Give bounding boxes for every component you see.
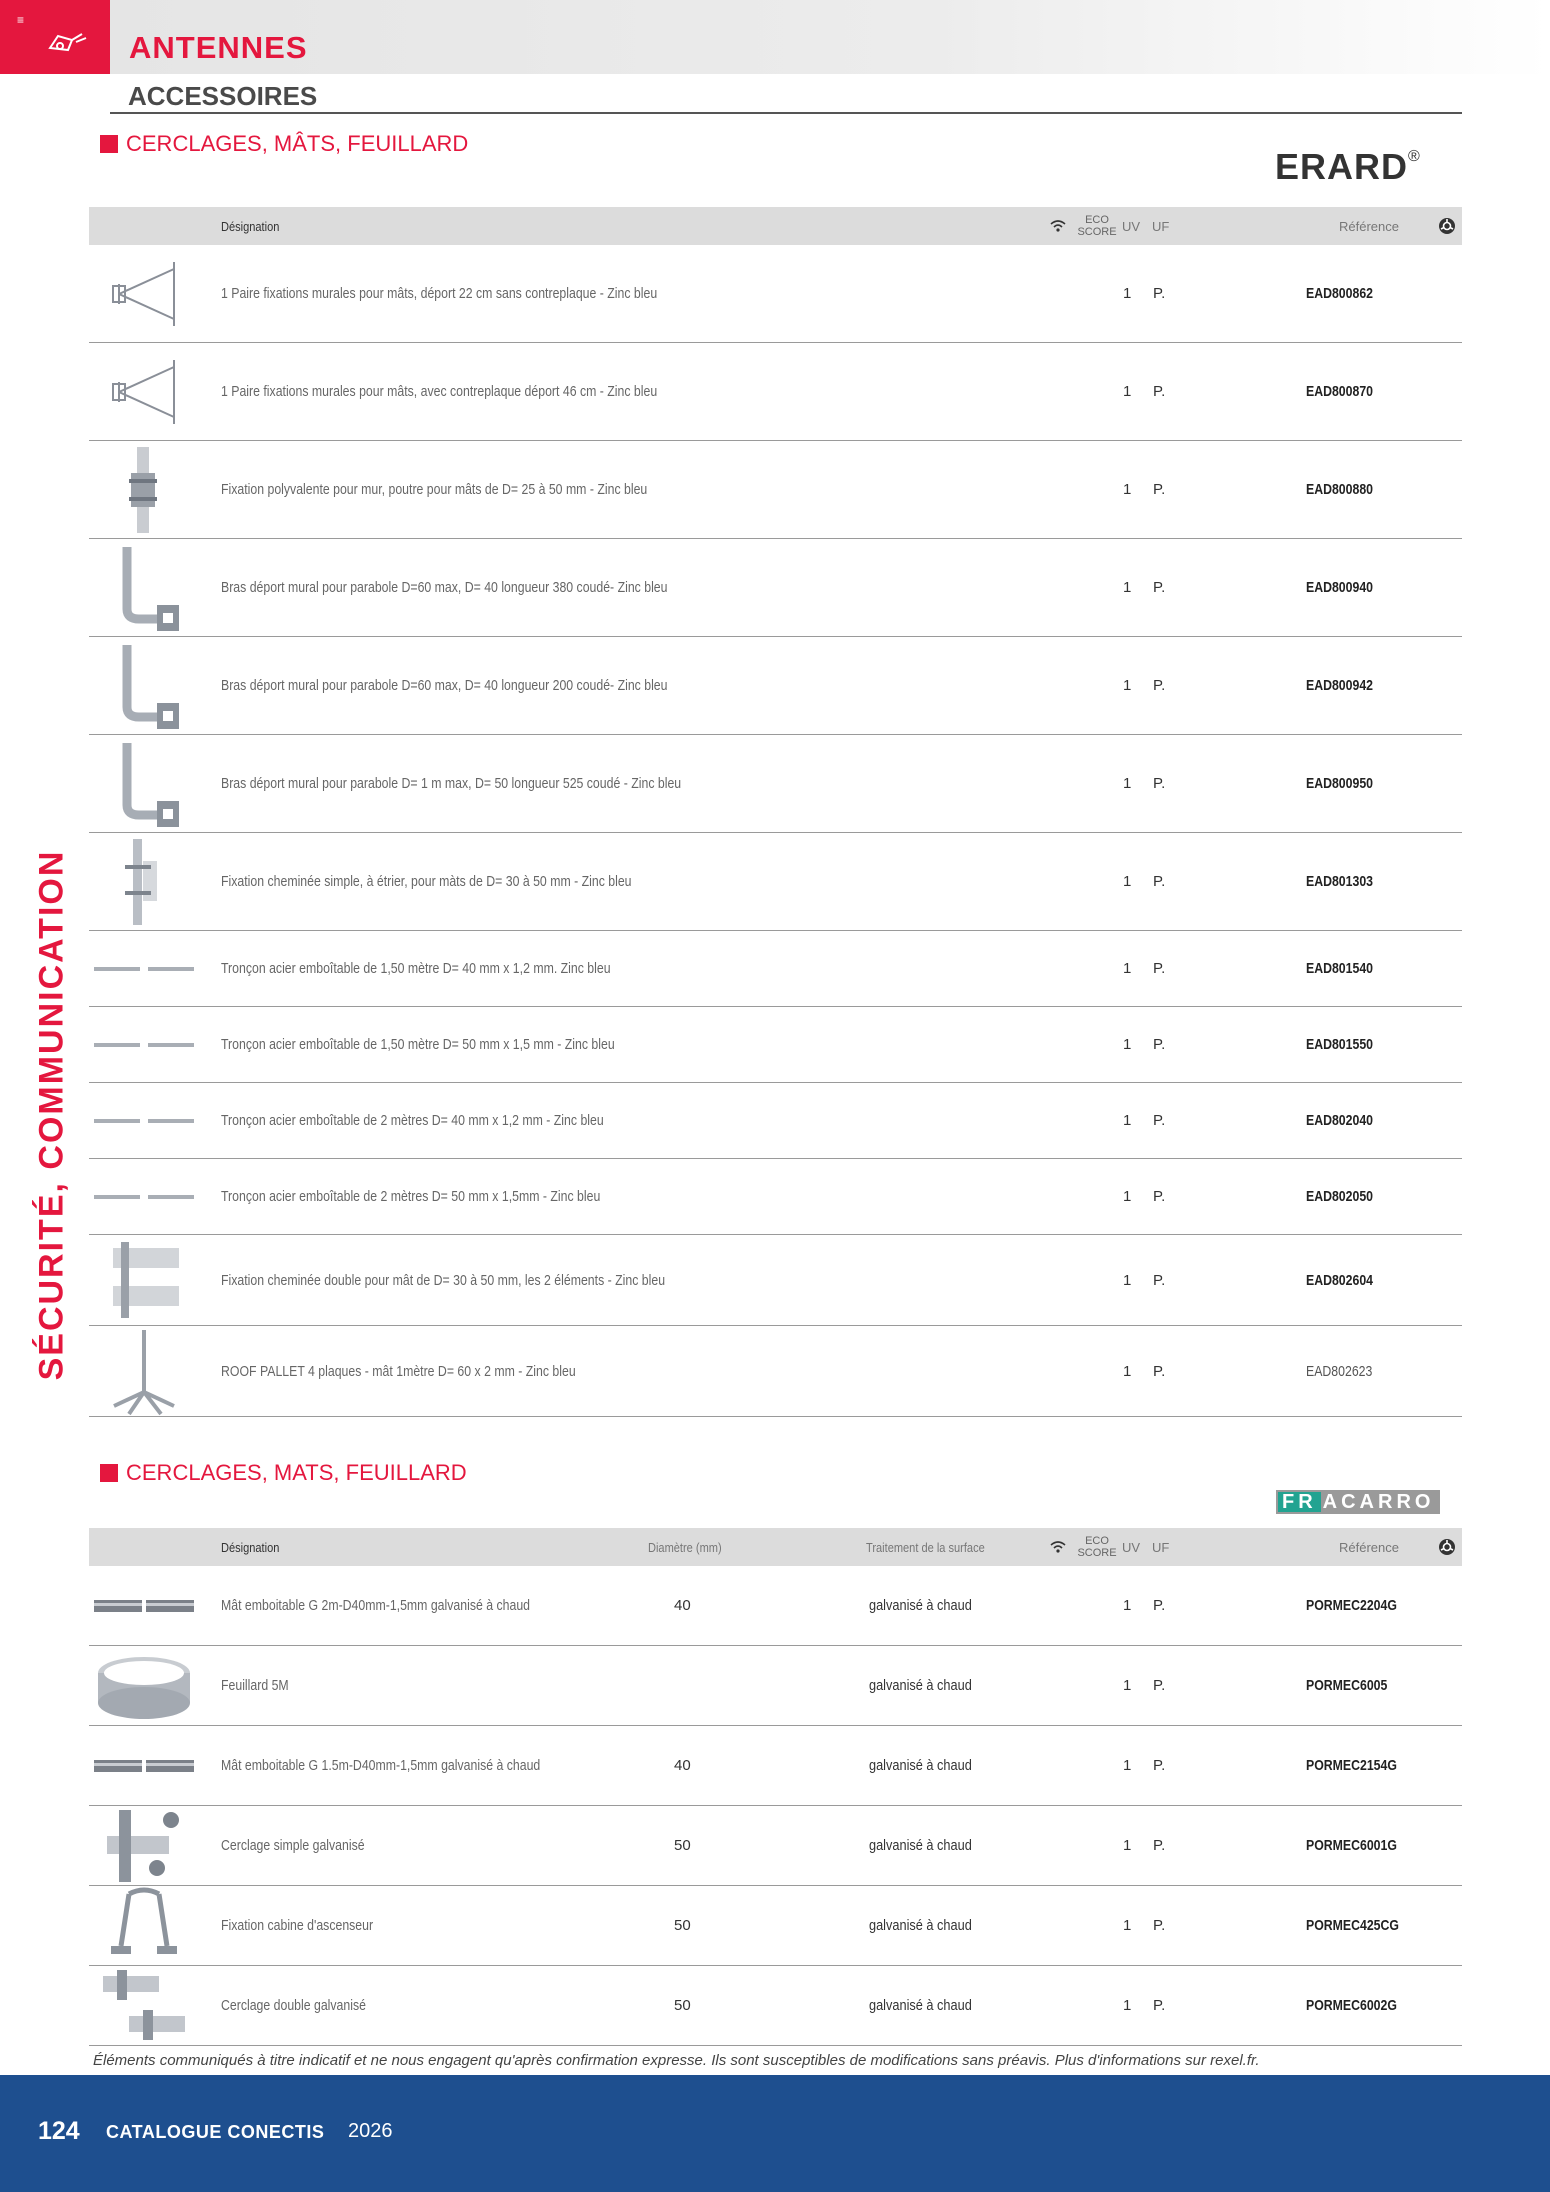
chimney-mount-icon (89, 833, 199, 930)
side-category-label: SÉCURITÉ, COMMUNICATION (32, 849, 71, 1381)
col-uf: UF (1152, 1539, 1170, 1555)
page-footer (0, 2075, 1550, 2192)
wifi-icon (1050, 1528, 1066, 1566)
table-row (89, 1566, 1462, 1646)
table-row (89, 343, 1462, 441)
product-reference[interactable]: EAD801550 (1306, 1036, 1374, 1053)
product-reference[interactable]: PORMEC6002G (1306, 1997, 1397, 2014)
table-row (89, 1083, 1462, 1159)
product-reference[interactable]: PORMEC425CG (1306, 1917, 1399, 1934)
product-uv: 1 (1123, 960, 1132, 977)
product-uv: 1 (1123, 1188, 1132, 1205)
col-uf: UF (1152, 218, 1170, 234)
product-uf: P. (1153, 579, 1166, 596)
table-row (89, 1646, 1462, 1726)
product-reference[interactable]: EAD800940 (1306, 579, 1374, 596)
recycle-icon (1438, 1528, 1456, 1566)
col-diametre: Diamètre (mm) (648, 1539, 722, 1555)
product-diametre: 50 (674, 1917, 691, 1934)
col-eco-score: ECO SCORE (1077, 1535, 1117, 1559)
table-row (89, 1886, 1462, 1966)
product-traitement: galvanisé à chaud (869, 1597, 972, 1614)
product-uf: P. (1153, 1188, 1166, 1205)
table-row (89, 1726, 1462, 1806)
product-uf: P. (1153, 383, 1166, 400)
product-reference[interactable]: EAD800870 (1306, 383, 1374, 400)
product-uf: P. (1153, 1271, 1166, 1289)
block2-heading (100, 1460, 467, 1486)
product-uf: P. (1153, 1997, 1166, 2014)
product-reference[interactable]: EAD802050 (1306, 1188, 1374, 1205)
product-uv: 1 (1123, 579, 1132, 596)
product-designation: Cerclage simple galvanisé (221, 1837, 365, 1854)
product-uf: P. (1153, 960, 1166, 977)
product-designation: 1 Paire fixations murales pour mâts, déport 22 cm sans contreplaque - Zinc bleu (221, 285, 658, 302)
roof-pallet-icon (89, 1326, 199, 1416)
erard-product-table (89, 207, 1462, 1417)
product-designation: Fixation cabine d'ascenseur (221, 1917, 374, 1934)
table-body (89, 1566, 1462, 2046)
tube-section-icon (89, 931, 199, 1006)
table-header (89, 1528, 1462, 1566)
product-reference[interactable]: PORMEC2154G (1306, 1757, 1397, 1774)
product-uf: P. (1153, 1837, 1166, 1854)
product-uf: P. (1153, 677, 1166, 694)
product-traitement: galvanisé à chaud (869, 1837, 972, 1854)
product-uv: 1 (1123, 1917, 1132, 1934)
disclaimer-text: Éléments communiqués à titre indicatif et ne nous engagent qu'après confirmation expresse. Ils sont susceptibles de modifications sans préavis. Plus d'informations sur rexel.fr. (93, 2052, 1260, 2069)
product-uv: 1 (1123, 1036, 1132, 1053)
galvanized-mast-icon (89, 1566, 199, 1645)
product-reference[interactable]: EAD802623 (1306, 1362, 1373, 1380)
double-chimney-mount-icon (89, 1235, 199, 1325)
product-uv: 1 (1123, 677, 1132, 694)
product-uf: P. (1153, 775, 1166, 792)
product-designation: Cerclage double galvanisé (221, 1997, 366, 2014)
product-designation: Bras déport mural pour parabole D=60 max, D= 40 longueur 380 coudé- Zinc bleu (221, 579, 668, 596)
table-header (89, 207, 1462, 245)
menu-icon[interactable]: ≡ (17, 13, 25, 27)
col-uv: UV (1122, 218, 1141, 234)
table-row (89, 1806, 1462, 1886)
table-row (89, 539, 1462, 637)
catalogue-year: 2026 (348, 2120, 393, 2142)
col-eco-score: ECO SCORE (1077, 214, 1117, 238)
product-uf: P. (1153, 1677, 1166, 1694)
product-uf: P. (1153, 1757, 1166, 1774)
product-designation: Bras déport mural pour parabole D=60 max, D= 40 longueur 200 coudé- Zinc bleu (221, 677, 668, 694)
product-reference[interactable]: EAD800880 (1306, 481, 1374, 498)
product-uv: 1 (1123, 383, 1132, 400)
col-uv: UV (1122, 1539, 1141, 1555)
product-traitement: galvanisé à chaud (869, 1997, 972, 2014)
product-uv: 1 (1123, 1997, 1132, 2014)
tube-section-icon (89, 1159, 199, 1234)
catalogue-title: CATALOGUE CONECTIS (106, 2122, 325, 2142)
tube-section-icon (89, 1007, 199, 1082)
recycle-icon (1438, 207, 1456, 245)
col-designation: Désignation (221, 1539, 280, 1555)
heading-square-icon (100, 135, 118, 153)
product-reference[interactable]: EAD802604 (1306, 1271, 1374, 1289)
product-traitement: galvanisé à chaud (869, 1757, 972, 1774)
product-designation: ROOF PALLET 4 plaques - mât 1mètre D= 60 x 2 mm - Zinc bleu (221, 1362, 576, 1380)
product-uv: 1 (1123, 1757, 1132, 1774)
product-designation: Mât emboitable G 1.5m-D40mm-1,5mm galvanisé à chaud (221, 1757, 541, 1774)
offset-arm-icon (89, 539, 199, 636)
tube-section-icon (89, 1083, 199, 1158)
product-uf: P. (1153, 873, 1166, 890)
product-reference[interactable]: PORMEC6005 (1306, 1677, 1388, 1694)
product-reference[interactable]: EAD801303 (1306, 873, 1374, 890)
product-reference[interactable]: EAD802040 (1306, 1112, 1374, 1129)
offset-arm-icon (89, 637, 199, 734)
fracarro-logo: FR ACARRO (1276, 1490, 1440, 1514)
col-reference: Référence (1339, 1539, 1399, 1555)
col-designation: Désignation (221, 218, 280, 234)
pole-clamp-icon (89, 441, 199, 538)
strap-clamp-icon (89, 1806, 199, 1885)
erard-logo: ERARD® (1275, 146, 1421, 187)
page-subtitle: ACCESSOIRES (128, 81, 318, 111)
product-uf: P. (1153, 481, 1166, 498)
product-diametre: 50 (674, 1997, 691, 2014)
product-uv: 1 (1123, 1112, 1132, 1129)
product-uv: 1 (1123, 481, 1132, 498)
product-uv: 1 (1123, 1597, 1132, 1614)
product-designation: Mât emboitable G 2m-D40mm-1,5mm galvanisé à chaud (221, 1597, 530, 1614)
product-uv: 1 (1123, 1677, 1132, 1694)
product-designation: Fixation cheminée double pour mât de D= 30 à 50 mm, les 2 éléments - Zinc bleu (221, 1271, 666, 1289)
antenna-dish-icon (46, 28, 88, 54)
product-designation: Bras déport mural pour parabole D= 1 m max, D= 50 longueur 525 coudé - Zinc bleu (221, 775, 682, 792)
product-uv: 1 (1123, 873, 1132, 890)
product-designation: Tronçon acier emboîtable de 2 mètres D= 50 mm x 1,5mm - Zinc bleu (221, 1188, 601, 1205)
product-reference[interactable]: EAD800950 (1306, 775, 1374, 792)
product-uv: 1 (1123, 1362, 1132, 1380)
table-row (89, 1326, 1462, 1417)
table-row (89, 637, 1462, 735)
product-uf: P. (1153, 1036, 1166, 1053)
block1-heading-text: CERCLAGES, MÂTS, FEUILLARD (126, 131, 469, 156)
product-uv: 1 (1123, 1837, 1132, 1854)
table-row (89, 245, 1462, 343)
product-designation: Tronçon acier emboîtable de 2 mètres D= 40 mm x 1,2 mm - Zinc bleu (221, 1112, 604, 1129)
product-uf: P. (1153, 1362, 1166, 1380)
table-row (89, 441, 1462, 539)
table-row (89, 833, 1462, 931)
wall-bracket-icon (89, 245, 199, 342)
product-designation: Fixation polyvalente pour mur, poutre pour mâts de D= 25 à 50 mm - Zinc bleu (221, 481, 648, 498)
product-diametre: 50 (674, 1837, 691, 1854)
product-diametre: 40 (674, 1597, 691, 1614)
fracarro-product-table (89, 1528, 1462, 2046)
table-row (89, 1235, 1462, 1326)
product-reference[interactable]: EAD801540 (1306, 960, 1374, 977)
product-traitement: galvanisé à chaud (869, 1917, 972, 1934)
product-designation: Tronçon acier emboîtable de 1,50 mètre D= 40 mm x 1,2 mm. Zinc bleu (221, 960, 611, 977)
product-uv: 1 (1123, 1271, 1132, 1289)
steel-strap-roll-icon (89, 1646, 199, 1725)
heading-square-icon (100, 1464, 118, 1482)
product-reference[interactable]: PORMEC6001G (1306, 1837, 1397, 1854)
product-uv: 1 (1123, 775, 1132, 792)
product-uf: P. (1153, 1917, 1166, 1934)
product-designation: Fixation cheminée simple, à étrier, pour màts de D= 30 à 50 mm - Zinc bleu (221, 873, 632, 890)
block1-heading (100, 131, 468, 157)
elevator-cabin-mount-icon (89, 1886, 199, 1965)
product-uf: P. (1153, 1597, 1166, 1614)
galvanized-mast-icon (89, 1726, 199, 1805)
table-row (89, 1966, 1462, 2046)
product-reference[interactable]: PORMEC2204G (1306, 1597, 1397, 1614)
section-tab[interactable] (0, 0, 110, 74)
page-number: 124 (38, 2117, 80, 2145)
block2-heading-text: CERCLAGES, MATS, FEUILLARD (126, 1460, 467, 1485)
col-traitement: Traitement de la surface (866, 1539, 985, 1555)
product-designation: Feuillard 5M (221, 1677, 289, 1694)
product-diametre: 40 (674, 1757, 691, 1774)
table-row (89, 1159, 1462, 1235)
product-uv: 1 (1123, 285, 1132, 302)
product-uf: P. (1153, 285, 1166, 302)
table-body (89, 245, 1462, 1417)
table-row (89, 735, 1462, 833)
col-reference: Référence (1339, 218, 1399, 234)
table-row (89, 1007, 1462, 1083)
section-title: ANTENNES (129, 30, 308, 65)
product-traitement: galvanisé à chaud (869, 1677, 972, 1694)
subtitle-divider (110, 112, 1462, 114)
product-reference[interactable]: EAD800862 (1306, 285, 1374, 302)
wifi-icon (1050, 207, 1066, 245)
product-designation: 1 Paire fixations murales pour mâts, avec contreplaque déport 46 cm - Zinc bleu (221, 383, 658, 400)
product-uf: P. (1153, 1112, 1166, 1129)
double-strap-clamp-icon (89, 1966, 199, 2045)
wall-bracket-icon (89, 343, 199, 440)
product-designation: Tronçon acier emboîtable de 1,50 mètre D= 50 mm x 1,5 mm - Zinc bleu (221, 1036, 615, 1053)
product-reference[interactable]: EAD800942 (1306, 677, 1374, 694)
offset-arm-icon (89, 735, 199, 832)
table-row (89, 931, 1462, 1007)
